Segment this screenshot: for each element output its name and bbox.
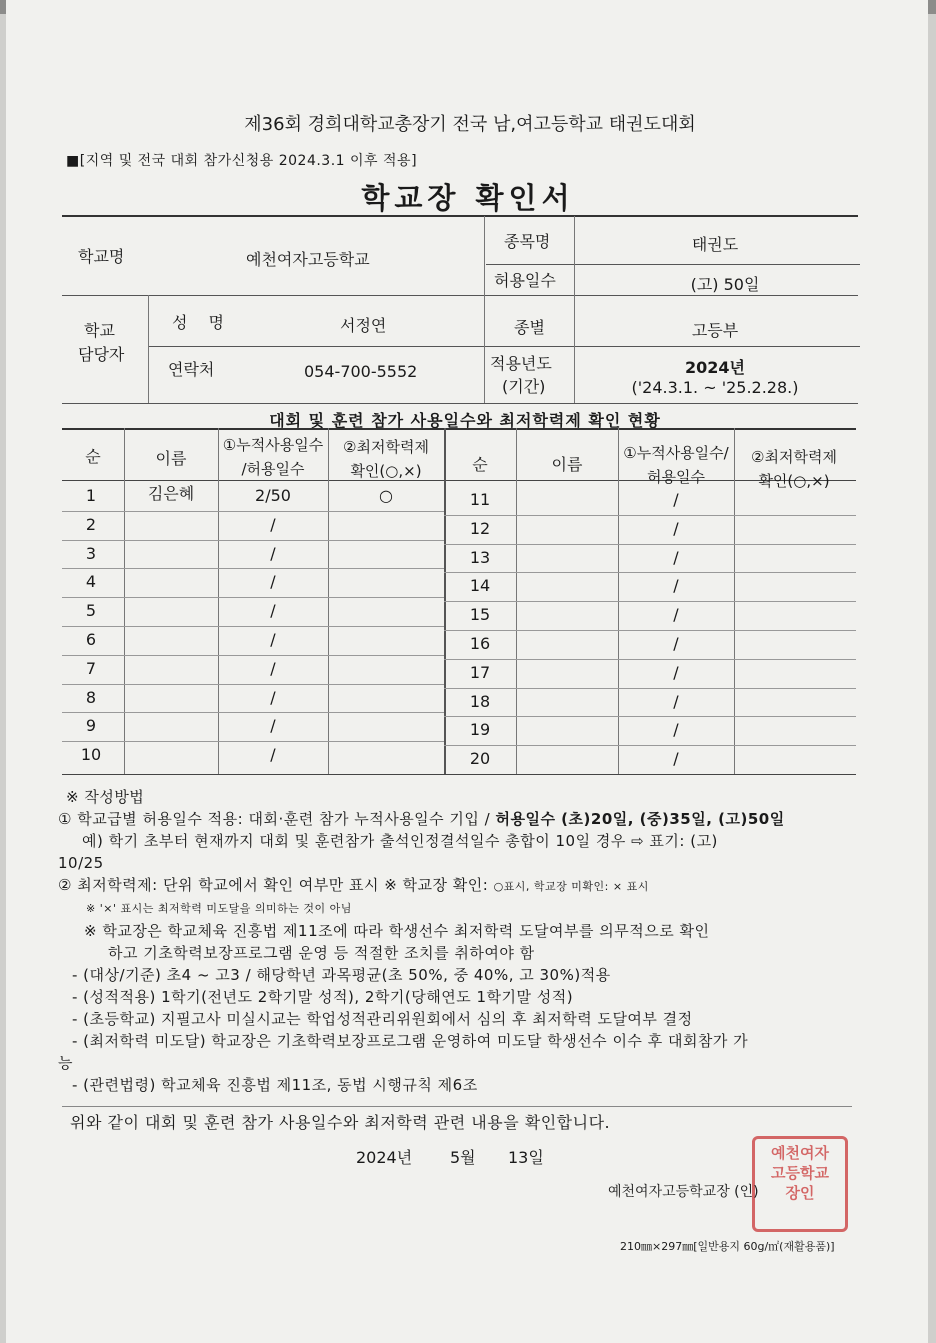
row-min-check <box>734 745 854 773</box>
row-days: / <box>270 514 276 534</box>
row-number: 12 <box>469 518 491 538</box>
row-days: / <box>270 716 276 736</box>
row-days: / <box>673 634 679 653</box>
note-2 <box>58 874 858 898</box>
row-number: 15 <box>469 605 491 625</box>
rule <box>484 216 485 403</box>
date-day: 13일 <box>508 1148 544 1167</box>
row-number: 17 <box>469 662 491 682</box>
row-number: 6 <box>85 630 97 649</box>
row-number: 7 <box>85 658 97 678</box>
row-rule <box>62 626 444 627</box>
row-days: / <box>270 630 276 649</box>
header-no-left: 순 <box>85 447 101 466</box>
row-name <box>124 653 218 681</box>
row-rule <box>444 630 856 631</box>
row-min-check <box>734 572 854 600</box>
row-days: / <box>673 605 679 625</box>
sport-label: 종목명 <box>504 232 551 251</box>
footer-rule <box>62 1106 852 1107</box>
row-number: 13 <box>469 547 491 567</box>
row-name <box>124 710 218 738</box>
row-number: 14 <box>469 576 491 596</box>
note-1-example: 예) 학기 초부터 현재까지 대회 및 훈련참가 출석인정결석일수 총합이 10일 경우 ⇨ 표기: (고) <box>82 832 718 850</box>
row-name <box>516 572 618 600</box>
year-value: 2024년 <box>685 358 745 377</box>
header-days-right: ①누적사용일수/ <box>623 444 729 462</box>
year-label: 적용년도 <box>490 354 552 373</box>
contact-label: 연락처 <box>168 360 215 379</box>
header-name-left: 이름 <box>155 449 187 468</box>
staff-label: 학교 <box>84 321 115 340</box>
row-days: / <box>270 543 276 563</box>
row-name <box>516 601 618 629</box>
row-rule <box>62 540 444 541</box>
row-name <box>124 538 218 566</box>
row-rule <box>444 601 856 602</box>
header-min-right-2: 확인(○,×) <box>758 472 830 490</box>
header-min-left-2: 확인(○,×) <box>350 462 422 480</box>
row-days: / <box>673 490 679 509</box>
form-note: ■[지역 및 전국 대회 참가신청용 2024.3.1 이후 적용] <box>66 153 418 169</box>
row-number: 9 <box>85 716 97 736</box>
row-days: 2/50 <box>255 486 291 505</box>
detail-4-cont: 능 <box>58 1054 73 1072</box>
row-name <box>124 566 218 594</box>
year-label-2: (기간) <box>502 377 546 396</box>
header-days-left: ①누적사용일수 <box>222 436 324 454</box>
row-name <box>516 544 618 572</box>
row-number: 8 <box>85 687 97 707</box>
row-name <box>124 509 218 537</box>
row-min-check <box>734 601 854 629</box>
status-title: 대회 및 훈련 참가 사용일수와 최저학력제 확인 현황 <box>269 411 661 430</box>
event-title: 제36회 경희대학교총장기 전국 남,여고등학교 태권도대회 <box>244 114 696 135</box>
row-days: / <box>270 745 276 765</box>
row-rule <box>62 511 444 512</box>
detail-3: - (초등학교) 지필고사 미실시교는 학업성적관리위원회에서 심의 후 최저학력 도달여부 결정 <box>72 1010 693 1028</box>
row-min-check <box>328 684 444 712</box>
table-top-rule <box>62 215 858 217</box>
category-value: 고등부 <box>691 321 739 340</box>
rule <box>574 216 575 403</box>
note-2-sub: ※ '×' 표시는 최저학력 미도달을 의미하는 것이 아님 <box>86 902 352 915</box>
notes-heading: ※ 작성방법 <box>66 788 145 806</box>
school-name: 예천여자고등학교 <box>246 250 370 269</box>
row-number: 10 <box>80 745 102 765</box>
note-3-cont: 하고 기초학력보장프로그램 운영 등 적절한 조치를 취하여야 함 <box>108 944 535 962</box>
row-number: 4 <box>85 572 97 592</box>
row-rule <box>444 544 856 545</box>
row-number: 2 <box>85 514 97 534</box>
row-rule <box>62 712 444 713</box>
row-number: 1 <box>85 486 97 505</box>
school-name-label: 학교명 <box>78 247 125 266</box>
note-2-small: ○표시, 학교장 미확인: × 표시 <box>493 880 649 893</box>
row-name <box>516 745 618 773</box>
row-min-check <box>328 655 444 683</box>
detail-4: - (최저학력 미도달) 학교장은 기초학력보장프로그램 운영하여 미도달 학생선수 이수 후 대회참가 가 <box>72 1032 749 1050</box>
allowed-days-value: (고) 50일 <box>690 275 760 294</box>
row-number: 3 <box>85 543 97 563</box>
row-rule <box>444 716 856 717</box>
grid-bottom-rule <box>62 774 856 775</box>
row-min-check <box>734 688 854 716</box>
row-min-check <box>328 626 444 654</box>
school-seal <box>752 1136 848 1232</box>
row-days: / <box>270 687 276 707</box>
row-rule <box>444 572 856 573</box>
row-number: 5 <box>85 601 97 621</box>
row-number: 18 <box>469 691 491 711</box>
row-days: / <box>270 572 276 592</box>
category-label: 종별 <box>514 318 545 337</box>
row-days: / <box>673 518 679 538</box>
row-min-check <box>734 716 854 744</box>
row-name <box>124 595 218 623</box>
allowed-days-label: 허용일수 <box>494 271 556 290</box>
row-number: 11 <box>469 490 491 509</box>
row-name <box>516 486 618 514</box>
header-days-right-2: 허용일수 <box>647 468 705 486</box>
row-rule <box>62 568 444 569</box>
note-1 <box>58 808 858 830</box>
row-rule <box>444 659 856 660</box>
row-name <box>516 515 618 543</box>
row-min-check <box>734 486 854 514</box>
detail-1: - (대상/기준) 초4 ~ 고3 / 해당학년 과목평균(초 50%, 중 40%, 고 30%)적용 <box>72 966 611 984</box>
rule <box>148 295 149 403</box>
row-min-check <box>328 712 444 740</box>
note-2-text: ② 최저학력제: 단위 학교에서 확인 여부만 표시 ※ 학교장 확인: <box>58 876 494 894</box>
row-days: / <box>673 749 679 769</box>
period-value: ('24.3.1. ~ '25.2.28.) <box>631 378 799 397</box>
row-name <box>516 688 618 716</box>
row-name <box>516 659 618 687</box>
note-1-text: ① 학교급별 허용일수 적용: 대회·훈련 참가 누적사용일수 기입 / <box>58 810 496 828</box>
row-rule <box>62 655 444 656</box>
row-days: / <box>270 601 276 621</box>
detail-2: - (성적적용) 1학기(전년도 2학기말 성적), 2학기(당해연도 1학기말 성적) <box>72 988 574 1006</box>
header-min-left: ②최저학력제 <box>343 438 429 456</box>
date-year: 2024년 <box>356 1148 413 1167</box>
name-label: 성 명 <box>172 313 232 332</box>
row-name <box>124 739 218 767</box>
sport-value: 태권도 <box>691 235 739 254</box>
row-min-check: ○ <box>379 486 393 505</box>
note-1-example-2: 10/25 <box>58 854 104 872</box>
row-name <box>516 630 618 658</box>
note-3: ※ 학교장은 학교체육 진흥법 제11조에 따라 학생선수 최저학력 도달여부를 의무적으로 확인 <box>84 922 710 940</box>
row-rule <box>444 745 856 746</box>
rule <box>62 403 858 404</box>
row-min-check <box>734 544 854 572</box>
row-min-check <box>328 540 444 568</box>
header-days-left-2: /허용일수 <box>241 460 305 478</box>
row-rule <box>444 515 856 516</box>
row-days: / <box>673 691 679 711</box>
instructions <box>58 786 858 1096</box>
header-min-right: ②최저학력제 <box>751 448 837 466</box>
row-min-check <box>734 659 854 687</box>
detail-5: - (관련법령) 학교체육 진흥법 제11조, 동법 시행규칙 제6조 <box>72 1076 478 1094</box>
contact-value: 054-700-5552 <box>304 362 418 381</box>
header-no-right: 순 <box>472 455 488 474</box>
row-days: / <box>673 576 679 596</box>
row-min-check <box>328 597 444 625</box>
seal-text: 예천여자고등학교장인 <box>771 1144 829 1202</box>
rule <box>148 346 860 347</box>
confirmation-text: 위와 같이 대회 및 훈련 참가 사용일수와 최저학력 관련 내용을 확인합니다. <box>70 1113 611 1132</box>
row-days: / <box>673 662 679 682</box>
staff-label-2: 담당자 <box>78 345 125 364</box>
row-min-check <box>328 741 444 769</box>
row-rule <box>62 741 444 742</box>
row-days: / <box>270 658 276 678</box>
row-min-check <box>328 568 444 596</box>
row-name <box>124 624 218 652</box>
row-min-check <box>734 630 854 658</box>
row-days: / <box>673 547 679 567</box>
rule <box>486 264 860 265</box>
grid-top-rule <box>62 428 856 430</box>
paper-spec: 210㎜×297㎜[일반용지 60g/㎡(재활용품)] <box>620 1240 835 1253</box>
row-number: 20 <box>469 749 491 769</box>
row-min-check <box>328 511 444 539</box>
signer: 예천여자고등학교장 (인) <box>608 1184 759 1200</box>
staff-name: 서정연 <box>340 316 387 335</box>
row-name: 김은혜 <box>147 484 195 503</box>
row-rule <box>62 684 444 685</box>
row-number: 19 <box>469 720 491 740</box>
header-name-right: 이름 <box>551 455 583 474</box>
row-rule <box>62 597 444 598</box>
row-rule <box>444 688 856 689</box>
row-days: / <box>673 720 679 740</box>
row-name <box>516 716 618 744</box>
document-title: 학교장 확인서 <box>361 181 575 215</box>
rule <box>62 295 858 296</box>
row-name <box>124 682 218 710</box>
row-number: 16 <box>469 634 491 653</box>
note-1-bold: 허용일수 (초)20일, (중)35일, (고)50일 <box>495 810 785 828</box>
date-month: 5월 <box>450 1148 476 1167</box>
row-min-check <box>734 515 854 543</box>
